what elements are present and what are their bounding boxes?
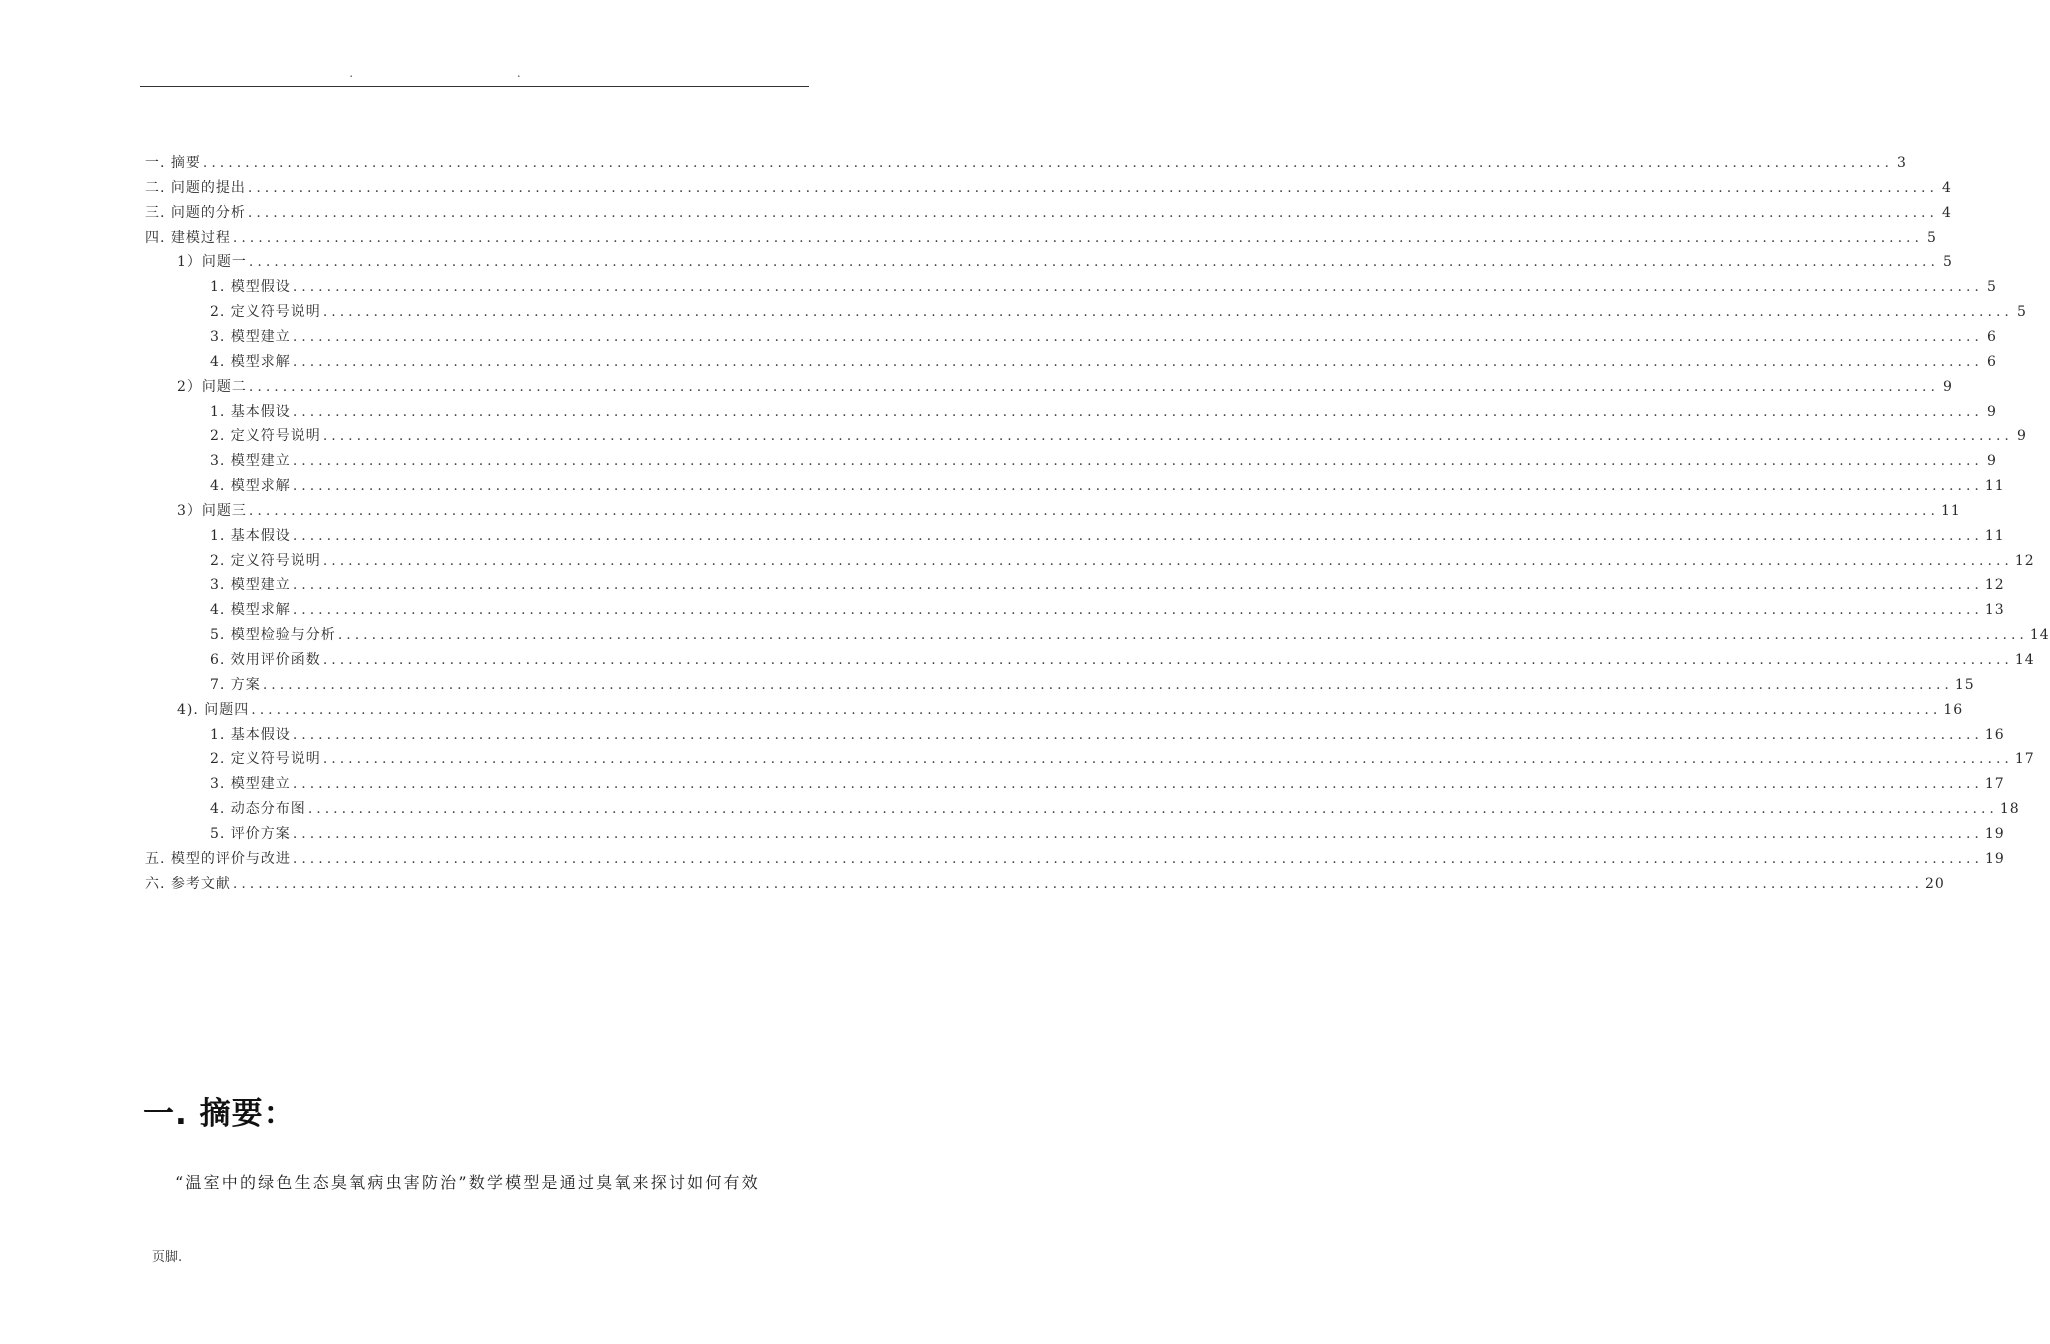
toc-entry-label: 3. 模型建立 [210,328,291,345]
toc-entry-label: 4. 动态分布图 [210,801,306,818]
toc-entry[interactable] [145,202,1952,227]
toc-leader-dots: ........................................................................................................................................................................................................ [292,478,1983,495]
toc-leader-dots: ........................................................................................................................................................................................................ [292,577,1983,594]
toc-entry-label: 1. 模型假设 [210,279,291,296]
toc-leader-dots: ........................................................................................................................................................................................................ [292,527,1983,544]
toc-entry[interactable] [210,773,2005,798]
toc-page-number: 6 [1986,328,1997,345]
toc-entry-label: 7. 方案 [210,676,261,693]
toc-page-number: 9 [1986,453,1997,470]
toc-entry-label: 2. 定义符号说明 [210,751,321,768]
toc-entry[interactable] [210,351,1997,376]
toc-leader-dots: ........................................................................................................................................................................................................ [292,825,1983,842]
section-heading: 一. 摘要： [143,1096,296,1132]
toc-leader-dots: ........................................................................................................................................................................................................ [292,353,1983,370]
toc-leader-dots: ........................................................................................................................................................................................................ [292,602,1983,619]
toc-leader-dots: ........................................................................................................................................................................................................ [322,751,2013,768]
toc-entry-label: 6. 效用评价函数 [210,652,321,668]
toc-entry[interactable] [210,798,2020,823]
toc-entry-label: 4. 模型求解 [210,602,291,619]
toc-page-number: 13 [1984,602,2005,619]
toc-entry-label: 四. 建模过程 [145,229,231,246]
toc-entry[interactable] [210,599,2005,624]
toc-leader-dots: ........................................................................................................................................................................................................ [292,328,1983,345]
toc-entry[interactable] [210,301,2027,326]
toc-leader-dots: ........................................................................................................................................................................................................ [337,627,2028,644]
toc-entry[interactable] [177,251,1953,276]
toc-leader-dots: ........................................................................................................................................................................................................ [248,378,1939,395]
toc-page-number: 18 [1999,801,2020,818]
toc-entry-label: 3. 模型建立 [210,776,291,793]
toc-leader-dots: ........................................................................................................................................................................................................ [232,229,1923,246]
toc-page-number: 5 [2016,304,2027,321]
toc-entry-label: 3. 模型建立 [210,577,291,594]
toc-entry-label: 5. 评价方案 [210,825,291,842]
toc-entry-label: 2. 定义符号说明 [210,428,321,445]
toc-entry-label: 3. 模型建立 [210,453,291,470]
toc-entry[interactable] [210,276,1997,301]
toc-entry[interactable] [177,376,1953,401]
toc-leader-dots: ........................................................................................................................................................................................................ [247,204,1938,221]
toc-entry-label: 一. 摘要 [145,155,201,171]
toc-leader-dots: ........................................................................................................................................................................................................ [307,801,1998,818]
toc-leader-dots: ........................................................................................................................................................................................................ [322,304,2013,321]
toc-page-number: 19 [1984,850,2005,867]
toc-page-number: 14 [2029,627,2050,644]
toc-entry-label: 2. 定义符号说明 [210,552,321,569]
toc-entry-label: 4. 模型求解 [210,353,291,370]
toc-entry[interactable] [210,326,1997,351]
toc-page-number: 11 [1984,527,2005,544]
body-paragraph: “温室中的绿色生态臭氧病虫害防治”数学模型是通过臭氧来探讨如何有效 [175,1173,760,1192]
toc-leader-dots: ........................................................................................................................................................................................................ [248,254,1939,271]
toc-entry-label: 1）问题一 [177,254,247,271]
toc-entry[interactable] [210,823,2005,848]
toc-entry[interactable] [145,227,1937,252]
toc-leader-dots: ........................................................................................................................................................................................................ [292,726,1983,743]
toc-entry[interactable] [210,724,2005,749]
toc-page-number: 12 [2014,552,2035,569]
toc-leader-dots: ........................................................................................................................................................................................................ [262,676,1953,693]
toc-page-number: 9 [1943,378,1953,395]
toc-leader-dots: ........................................................................................................................................................................................................ [292,279,1983,296]
toc-entry-label: 六. 参考文献 [145,875,231,892]
toc-leader-dots: ........................................................................................................................................................................................................ [322,552,2013,569]
toc-page-number: 11 [1984,478,2005,495]
toc-leader-dots: ........................................................................................................................................................................................................ [251,701,1942,718]
toc-leader-dots: ........................................................................................................................................................................................................ [292,403,1983,420]
toc-entry[interactable] [210,574,2005,599]
toc-entry[interactable] [177,500,1961,525]
toc-entry[interactable] [145,152,1907,177]
toc-page-number: 5 [1927,229,1937,246]
toc-page-number: 11 [1940,502,1961,519]
toc-page-number: 15 [1954,676,1975,693]
toc-entry[interactable] [177,699,1964,724]
toc-leader-dots: ........................................................................................................................................................................................................ [292,850,1983,867]
toc-entry-label: 4). 问题四 [177,701,250,718]
toc-entry-label: 2. 定义符号说明 [210,304,321,321]
toc-entry-label: 2）问题二 [177,378,247,395]
toc-entry[interactable] [145,177,1952,202]
toc-page-number: 19 [1984,825,2005,842]
toc-entry[interactable] [210,401,1997,426]
toc-leader-dots: ........................................................................................................................................................................................................ [322,652,2013,668]
toc-page-number: 4 [1942,179,1952,196]
toc-entry[interactable] [210,525,2005,550]
toc-leader-dots: ........................................................................................................................................................................................................ [247,179,1938,196]
toc-page-number: 4 [1942,204,1952,221]
toc-page-number: 20 [1924,875,1945,892]
toc-page-number: 12 [1984,577,2005,594]
toc-entry-label: 五. 模型的评价与改进 [145,850,291,867]
toc-leader-dots: ........................................................................................................................................................................................................ [292,453,1983,470]
toc-entry[interactable] [145,848,2005,873]
toc-page-number: 17 [2014,751,2035,768]
toc-entry[interactable] [210,649,2035,674]
toc-entry[interactable] [210,624,2050,649]
page-footer: 页脚. [152,1250,183,1265]
toc-page-number: 5 [1943,254,1953,271]
toc-entry-label: 二. 问题的提出 [145,179,246,196]
toc-entry-label: 4. 模型求解 [210,478,291,495]
toc-page-number: 9 [2016,428,2027,445]
toc-leader-dots: ........................................................................................................................................................................................................ [248,502,1939,519]
toc-leader-dots: ........................................................................................................................................................................................................ [202,155,1893,171]
toc-page-number: 17 [1984,776,2005,793]
toc-page-number: 6 [1986,353,1997,370]
toc-page-number: 5 [1986,279,1997,296]
toc-page-number: 16 [1984,726,2005,743]
toc-entry-label: 三. 问题的分析 [145,204,246,221]
toc-entry[interactable] [210,425,2027,450]
toc-page-number: 3 [1897,155,1907,171]
toc-entry-label: 1. 基本假设 [210,403,291,420]
toc-entry[interactable] [210,450,1997,475]
toc-page-number: 14 [2014,652,2035,668]
toc-entry[interactable] [210,550,2035,575]
toc-page-number: 9 [1986,403,1997,420]
toc-page-number: 16 [1943,701,1964,718]
toc-leader-dots: ........................................................................................................................................................................................................ [232,875,1923,892]
toc-entry[interactable] [210,674,1975,699]
toc-entry-label: 1. 基本假设 [210,726,291,743]
toc-entry[interactable] [210,475,2005,500]
header-divider [140,86,809,87]
toc-entry[interactable] [145,873,1945,898]
toc-entry[interactable] [210,748,2035,773]
toc-entry-label: 5. 模型检验与分析 [210,627,336,644]
page-header: . . [349,66,601,80]
toc-entry-label: 3）问题三 [177,502,247,519]
toc-entry-label: 1. 基本假设 [210,527,291,544]
toc-leader-dots: ........................................................................................................................................................................................................ [322,428,2013,445]
toc-leader-dots: ........................................................................................................................................................................................................ [292,776,1983,793]
